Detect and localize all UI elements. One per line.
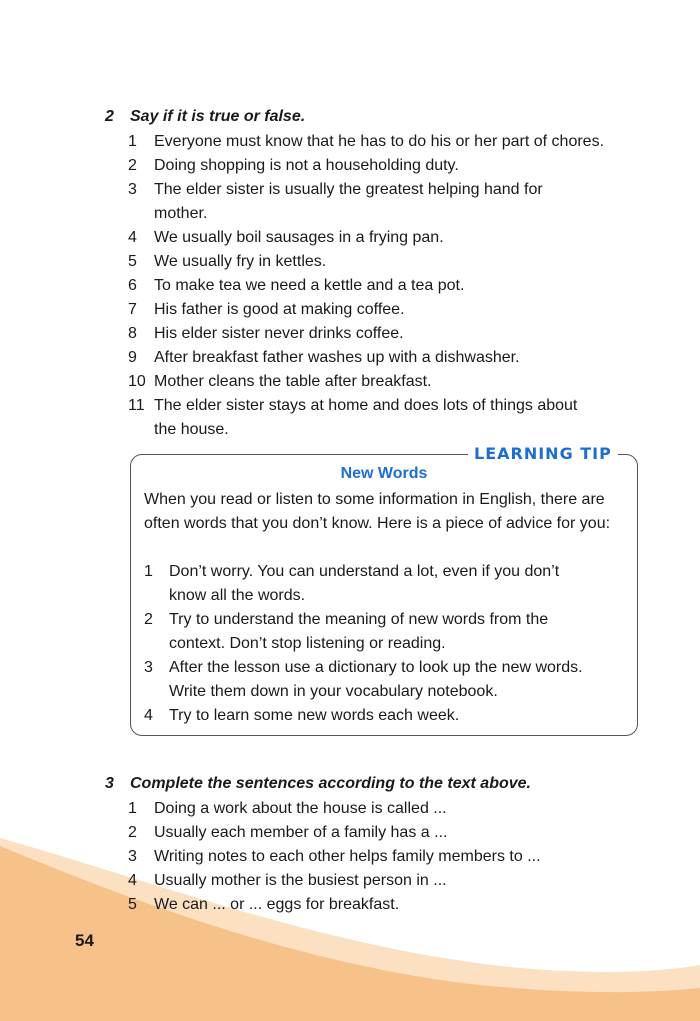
exercise-3-list [128, 797, 541, 917]
list-item: 5 We usually fry in kettles. [128, 253, 327, 270]
list-item: 5 We can ... or ... eggs for breakfast. [128, 896, 400, 913]
exercise-2-number: 2 [105, 108, 114, 125]
list-item: 3 Writing notes to each other helps family members to ... [128, 848, 541, 865]
list-item: 1 Doing a work about the house is called ... [128, 800, 447, 817]
exercise-2-list [128, 130, 604, 442]
exercise-3-instruction: Complete the sentences according to the text above. [130, 775, 531, 792]
list-item: 3 After the lesson use a dictionary to look up the new words. Write them down in your vocabulary notebook. [144, 659, 583, 700]
exercise-3-title [105, 775, 531, 793]
exercise-2-instruction: Say if it is true or false. [130, 108, 306, 125]
list-item: 3 The elder sister is usually the greatest helping hand for mother. [128, 181, 543, 222]
list-item: 4 Try to learn some new words each week. [144, 707, 460, 724]
list-item: 6 To make tea we need a kettle and a tea pot. [128, 277, 465, 294]
page-number: 54 [75, 931, 94, 950]
list-item: 1 Don’t worry. You can understand a lot, even if you don’t know all the words. [144, 563, 560, 604]
list-item: 8 His elder sister never drinks coffee. [128, 325, 404, 342]
learning-tip-label: LEARNING TIP [468, 444, 618, 464]
list-item: 1 Everyone must know that he has to do his or her part of chores. [128, 133, 605, 150]
list-item: 4 We usually boil sausages in a frying pan. [128, 229, 444, 246]
list-item: 11 The elder sister stays at home and does lots of things about the house. [128, 397, 578, 438]
list-item: 10 Mother cleans the table after breakfast. [128, 373, 432, 390]
exercise-2-title [105, 108, 305, 126]
list-item: 2 Usually each member of a family has a ... [128, 824, 448, 841]
learning-tip-list [144, 560, 583, 728]
list-item: 4 Usually mother is the busiest person in ... [128, 872, 447, 889]
list-item: 9 After breakfast father washes up with a dishwasher. [128, 349, 520, 366]
list-item: 2 Try to understand the meaning of new words from the context. Don’t stop listening or reading. [144, 611, 549, 652]
learning-tip-intro: When you read or listen to some information in English, there are often words that you don’t know. Here is a piece of advice for you: [144, 491, 611, 532]
exercise-3-number: 3 [105, 775, 114, 792]
learning-tip-heading: New Words [340, 465, 428, 482]
list-item: 2 Doing shopping is not a householding duty. [128, 157, 459, 174]
list-item: 7 His father is good at making coffee. [128, 301, 405, 318]
